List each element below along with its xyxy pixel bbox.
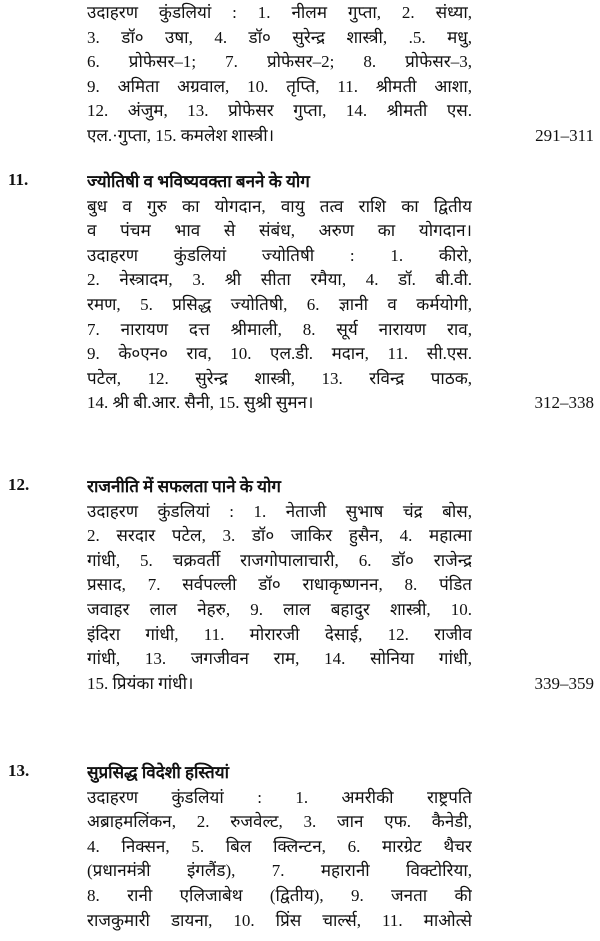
section-text	[87, 1, 472, 149]
text-line: राजकुमारी डायना, 10. प्रिंस चार्ल्स, 11. माओत्से	[87, 910, 472, 930]
section-number: 13.	[8, 761, 30, 780]
text-line: रमण, 5. प्रसिद्ध ज्योतिषी, 6. ज्ञानी व कर्मयोगी,	[87, 294, 472, 314]
section-text	[87, 761, 472, 933]
text-line: उदाहरण कुंडलियां : 1. अमरीकी राष्ट्रपति	[87, 787, 472, 807]
text-line: प्रसाद, 7. सर्वपल्ली डॉ० राधाकृष्णनन, 8. पंडित	[87, 575, 472, 595]
text-line: 15. प्रियंका गांधी।	[87, 673, 194, 693]
page-range: 291–311	[535, 126, 594, 145]
text-line: 3. डॉ० उषा, 4. डॉ० सुरेन्द्र शास्त्री, .5. मधु,	[87, 27, 472, 47]
text-line: बुध व गुरु का योगदान, वायु तत्व राशि का द्वितीय	[87, 196, 472, 216]
text-line: 8. रानी एलिजाबेथ (द्वितीय), 9. जनता की	[87, 885, 472, 905]
text-line: जवाहर लाल नेहरु, 9. लाल बहादुर शास्त्री, 10.	[87, 599, 472, 619]
section-heading: ज्योतिषी व भविष्यवक्ता बनने के योग	[87, 172, 310, 191]
section-heading: राजनीति में सफलता पाने के योग	[87, 477, 281, 496]
text-line: 6. प्रोफेसर–1; 7. प्रोफेसर–2; 8. प्रोफेसर–3,	[87, 52, 472, 72]
text-line: 9. के०एन० राव, 10. एल.डी. मदान, 11. सी.एस.	[87, 344, 472, 364]
text-line: 7. नारायण दत्त श्रीमाली, 8. सूर्य नारायण राव,	[87, 319, 472, 339]
text-line: (प्रधानमंत्री इंगलैंड), 7. महारानी विक्टोरिया,	[87, 861, 472, 881]
text-line: उदाहरण कुंडलियां : 1. नीलम गुप्ता, 2. संध्या,	[87, 3, 472, 22]
text-line: अब्राहमलिंकन, 2. रुजवेल्ट, 3. जान एफ. कैनेडी,	[87, 812, 472, 832]
section-number: 12.	[8, 475, 30, 494]
text-line: 9. अमिता अग्रवाल, 10. तृप्ति, 11. श्रीमती आशा,	[87, 76, 472, 96]
section-text	[87, 170, 472, 416]
text-line: गांधी, 13. जगजीवन राम, 14. सोनिया गांधी,	[87, 649, 472, 669]
text-line: 12. अंजुम, 13. प्रोफेसर गुप्ता, 14. श्रीमती एस.	[87, 101, 472, 121]
text-line: पटेल, 12. सुरेन्द्र शास्त्री, 13. रविन्द्र पाठक,	[87, 368, 472, 388]
text-line: 4. निक्सन, 5. बिल क्लिन्टन, 6. मारग्रेट थैचर	[87, 836, 472, 856]
text-line: गांधी, 5. चक्रवर्ती राजगोपालाचारी, 6. डॉ० राजेन्द्र	[87, 550, 472, 570]
text-line: एल.·गुप्ता, 15. कमलेश शास्त्री।	[87, 125, 275, 145]
section-number: 11.	[8, 170, 29, 189]
text-line: इंदिरा गांधी, 11. मोरारजी देसाई, 12. राजीव	[87, 624, 472, 644]
text-line: 2. नेस्त्रादम, 3. श्री सीता रमैया, 4. डॉ. बी.वी.	[87, 270, 472, 290]
section-heading: सुप्रसिद्ध विदेशी हस्तियां	[87, 763, 229, 782]
text-line: उदाहरण कुंडलियां ज्योतिषी : 1. कीरो,	[87, 245, 472, 265]
text-line: उदाहरण कुंडलियां : 1. नेताजी सुभाष चंद्र बोस,	[87, 501, 472, 521]
section-text	[87, 475, 472, 696]
text-line: 2. सरदार पटेल, 3. डॉ० जाकिर हुसैन, 4. महात्मा	[87, 526, 472, 546]
text-line: 14. श्री बी.आर. सैनी, 15. सुश्री सुमन।	[87, 393, 314, 413]
page-range: 312–338	[534, 393, 594, 413]
page-range: 339–359	[534, 673, 594, 693]
text-line: व पंचम भाव से संबंध, अरुण का योगदान।	[87, 221, 472, 241]
